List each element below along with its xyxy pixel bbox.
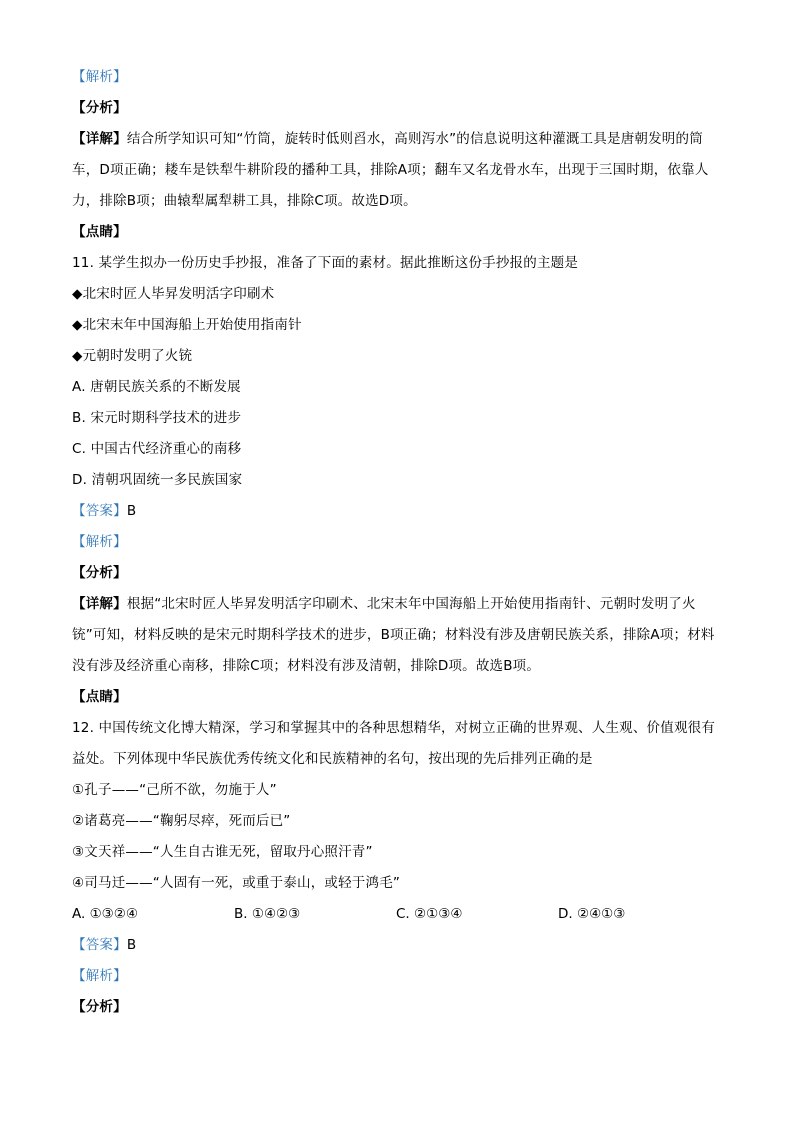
material-item: ◆元朝时发明了火铳 bbox=[72, 348, 193, 364]
answer-line bbox=[72, 930, 724, 961]
option-c: C. ②①③④ bbox=[396, 906, 463, 922]
fenxi-label: 【分析】 bbox=[72, 565, 127, 581]
answer-label: 【答案】 bbox=[72, 937, 127, 953]
question-12-stem: 12. 中国传统文化博大精深，学习和掌握其中的各种思想精华，对树立正确的世界观、人生观、价值观很有益处。下列体现中华民族优秀传统文化和民族精神的名句，按出现的先后排列正确的是 bbox=[72, 720, 716, 767]
jiexi-label: 【解析】 bbox=[72, 968, 127, 984]
jiexi-label: 【解析】 bbox=[72, 69, 127, 85]
dianjing-label: 【点睛】 bbox=[72, 689, 127, 705]
quote-item: ④司马迁——“人固有一死，或重于泰山，或轻于鸿毛” bbox=[72, 875, 401, 891]
option-d: D. 清朝巩固统一多民族国家 bbox=[72, 472, 243, 488]
xiangjie-paragraph bbox=[72, 589, 724, 682]
answer-label: 【答案】 bbox=[72, 503, 127, 519]
xiangjie-text: 根据“北宋时匠人毕昇发明活字印刷术、北宋末年中国海船上开始使用指南针、元朝时发明了火铳”可知，材料反映的是宋元时期科学技术的进步，B项正确；材料没有涉及唐朝民族关系，排除A项；材料没有涉及经济重心南移，排除C项；材料没有涉及清朝，排除D项。故选B项。 bbox=[72, 596, 715, 674]
quote-item: ①孔子——“己所不欲，勿施于人” bbox=[72, 782, 277, 798]
question-11-stem: 11. 某学生拟办一份历史手抄报，准备了下面的素材。据此推断这份手抄报的主题是 bbox=[72, 255, 579, 271]
xiangjie-paragraph bbox=[72, 124, 724, 217]
answer-value: B bbox=[126, 937, 137, 953]
option-a: A. 唐朝民族关系的不断发展 bbox=[72, 379, 241, 395]
material-item: ◆北宋时匠人毕昇发明活字印刷术 bbox=[72, 286, 275, 302]
fenxi-label: 【分析】 bbox=[72, 999, 127, 1015]
fenxi-label: 【分析】 bbox=[72, 100, 127, 116]
option-b: B. 宋元时期科学技术的进步 bbox=[72, 410, 242, 426]
dianjing-label: 【点睛】 bbox=[72, 224, 127, 240]
jiexi-label: 【解析】 bbox=[72, 534, 127, 550]
quote-item: ③文天祥——“人生自古谁无死，留取丹心照汗青” bbox=[72, 844, 373, 860]
option-a: A. ①③②④ bbox=[72, 906, 138, 922]
quote-item: ②诸葛亮——“鞠躬尽瘁，死而后已” bbox=[72, 813, 291, 829]
option-c: C. 中国古代经济重心的南移 bbox=[72, 441, 242, 457]
answer-line bbox=[72, 496, 724, 527]
options-row bbox=[72, 899, 724, 930]
option-d: D. ②④①③ bbox=[558, 906, 626, 922]
xiangjie-text: 结合所学知识可知“竹筒，旋转时低则舀水，高则泻水”的信息说明这种灌溉工具是唐朝发明的筒车，D项正确；耧车是铁犁牛耕阶段的播种工具，排除A项；翻车又名龙骨水车，出现于三国时期，依靠人力，排除B项；曲辕犁属犁耕工具，排除C项。故选D项。 bbox=[72, 131, 709, 209]
material-item: ◆北宋末年中国海船上开始使用指南针 bbox=[72, 317, 302, 333]
option-b: B. ①④②③ bbox=[234, 906, 301, 922]
answer-value: B bbox=[126, 503, 137, 519]
document-page bbox=[72, 62, 724, 1023]
xiangjie-label: 【详解】 bbox=[72, 131, 127, 147]
xiangjie-label: 【详解】 bbox=[72, 596, 127, 612]
